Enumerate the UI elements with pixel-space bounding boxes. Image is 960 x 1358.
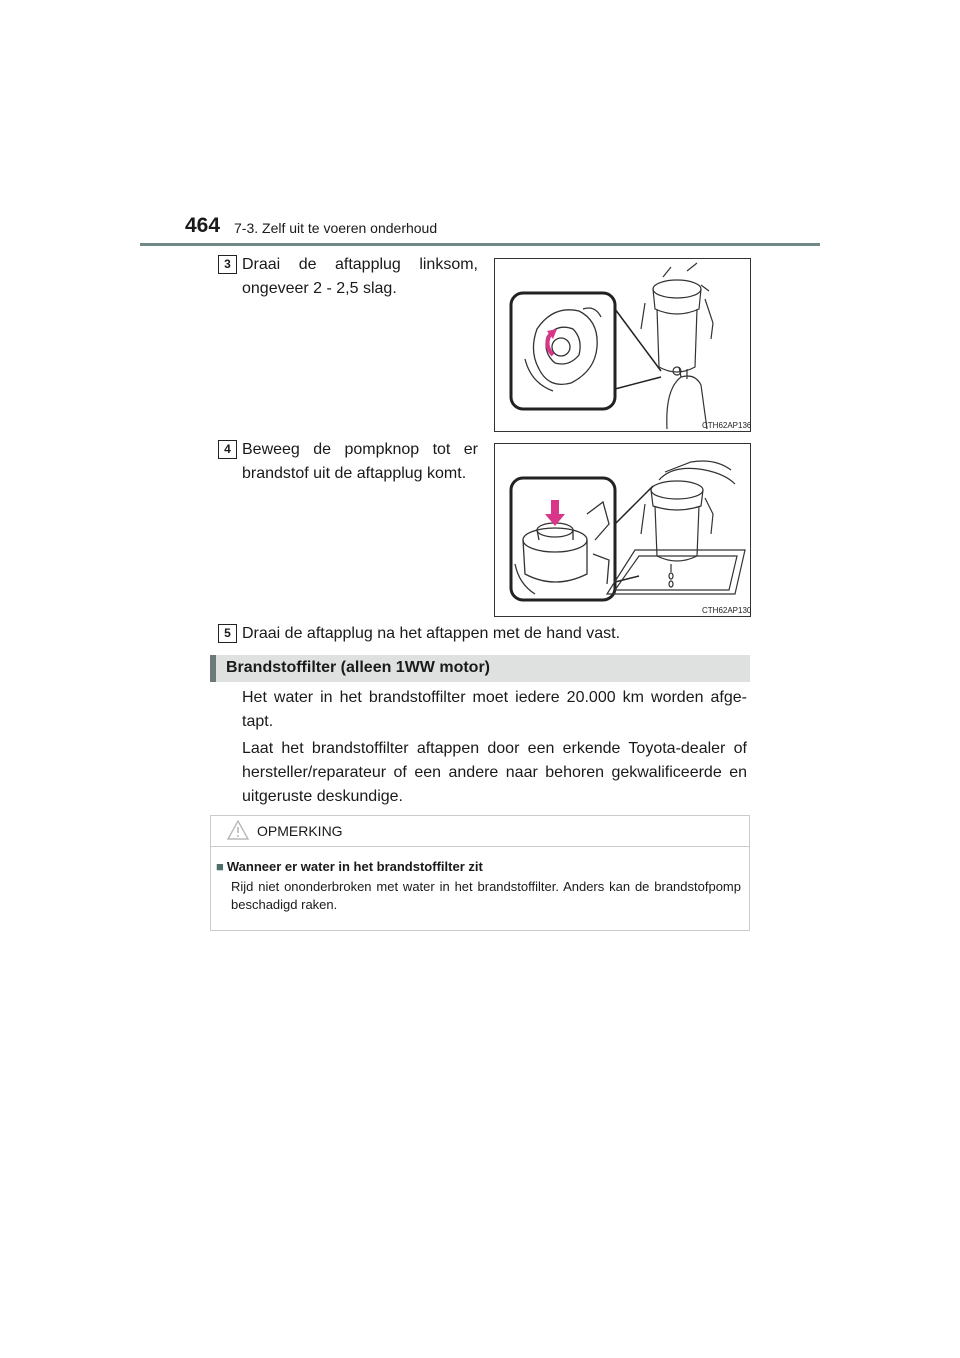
header-rule — [140, 243, 820, 246]
step-text-4: Beweeg de pompknop tot er brandstof uit de aftapplug komt. — [242, 441, 478, 482]
section-title: 7-3. Zelf uit te voeren onderhoud — [234, 220, 438, 236]
figure-code-1: CTH62AP136 — [702, 421, 752, 430]
step-number-3: 3 — [218, 255, 237, 274]
page-number: 464 — [185, 214, 221, 237]
notice-label: OPMERKING — [257, 823, 343, 839]
step-number-4: 4 — [218, 440, 237, 459]
warning-icon — [227, 820, 249, 845]
paragraph-water-interval: Het water in het brandstoffilter moet iedere 20.000 km worden afge-tapt. — [242, 689, 747, 730]
figure-pump-knob — [494, 443, 751, 617]
section-band-title: Brandstoffilter (alleen 1WW motor) — [226, 659, 491, 676]
step-text-3: Draai de aftapplug linksom, ongeveer 2 - 2,5 slag. — [242, 256, 478, 297]
notice-subheading-text: Wanneer er water in het brandstoffilter zit — [226, 859, 483, 874]
notice-header — [211, 816, 749, 847]
section-band — [210, 655, 750, 682]
notice-body: Rijd niet ononderbroken met water in het brandstoffilter. Anders kan de brandstofpomp beschadigd raken. — [231, 879, 741, 912]
step-number-5: 5 — [218, 624, 237, 643]
figure-code-2: CTH62AP130 — [702, 606, 752, 615]
notice-subheading — [216, 859, 483, 874]
step-text-5: Draai de aftapplug na het aftappen met de hand vast. — [242, 625, 621, 642]
paragraph-dealer-service: Laat het brandstoffilter aftappen door een erkende Toyota-dealer of hersteller/reparateur of een andere naar behoren gekwalificeerde en uitgeruste deskundige. — [242, 740, 747, 805]
square-bullet-icon: ■ — [216, 859, 224, 874]
notice-box — [210, 815, 750, 931]
figure-drain-plug — [494, 258, 751, 432]
